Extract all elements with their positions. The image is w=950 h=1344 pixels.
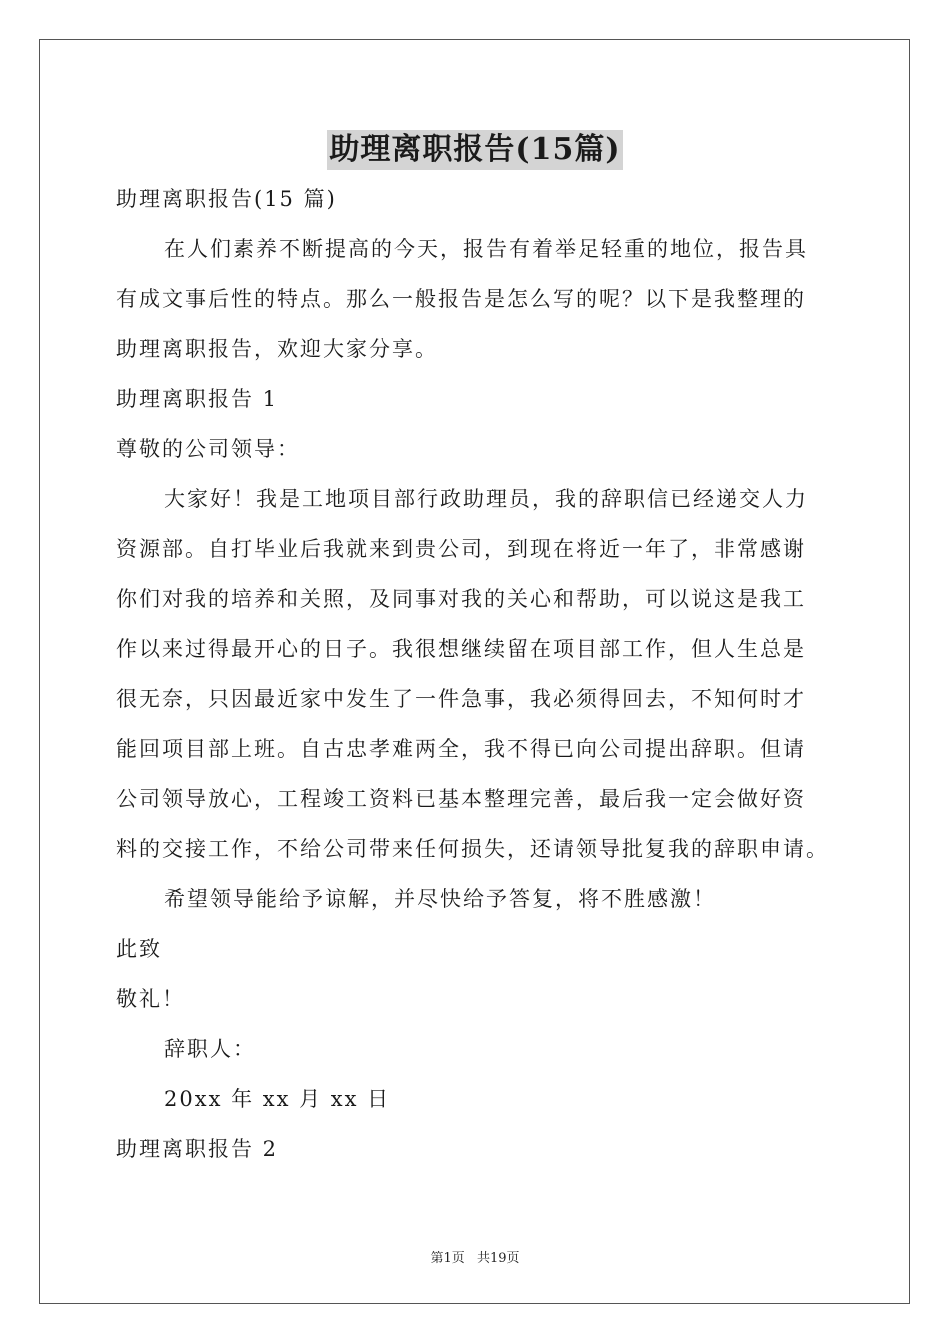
paragraph-line: 大家好！我是工地项目部行政助理员，我的辞职信已经递交人力 xyxy=(164,487,808,511)
document-body xyxy=(116,176,846,1176)
document-title-text: 助理离职报告(15篇) xyxy=(327,130,622,170)
paragraph-line: 资源部。自打毕业后我就来到贵公司，到现在将近一年了，非常感谢 xyxy=(116,537,806,561)
closing-line: 敬礼！ xyxy=(116,987,185,1011)
section-heading: 助理离职报告 2 xyxy=(116,1137,279,1161)
date-line: 20xx 年 xx 月 xx 日 xyxy=(164,1087,391,1111)
paragraph-line: 很无奈，只因最近家中发生了一件急事，我必须得回去，不知何时才 xyxy=(116,687,806,711)
paragraph-line: 有成文事后性的特点。那么一般报告是怎么写的呢？以下是我整理的 xyxy=(116,287,806,311)
paragraph-line: 你们对我的培养和关照，及同事对我的关心和帮助，可以说这是我工 xyxy=(116,587,806,611)
paragraph-line: 助理离职报告，欢迎大家分享。 xyxy=(116,337,438,361)
page-footer xyxy=(0,1247,950,1266)
salutation: 尊敬的公司领导： xyxy=(116,437,300,461)
page-total: 共19页 xyxy=(476,1251,520,1266)
document-title xyxy=(0,128,950,168)
paragraph-line: 公司领导放心，工程竣工资料已基本整理完善，最后我一定会做好资 xyxy=(116,787,806,811)
paragraph-line: 料的交接工作，不给公司带来任何损失，还请领导批复我的辞职申请。 xyxy=(116,837,829,861)
page-number: 第1页 xyxy=(430,1251,465,1266)
section-heading: 助理离职报告 1 xyxy=(116,387,279,411)
subtitle-line: 助理离职报告(15 篇) xyxy=(116,187,337,211)
signature-line: 辞职人： xyxy=(164,1037,256,1061)
paragraph-line: 希望领导能给予谅解，并尽快给予答复，将不胜感激！ xyxy=(164,887,716,911)
paragraph-line: 作以来过得最开心的日子。我很想继续留在项目部工作，但人生总是 xyxy=(116,637,806,661)
paragraph-line: 在人们素养不断提高的今天，报告有着举足轻重的地位，报告具 xyxy=(164,237,808,261)
paragraph-line: 能回项目部上班。自古忠孝难两全，我不得已向公司提出辞职。但请 xyxy=(116,737,806,761)
closing-line: 此致 xyxy=(116,937,162,961)
